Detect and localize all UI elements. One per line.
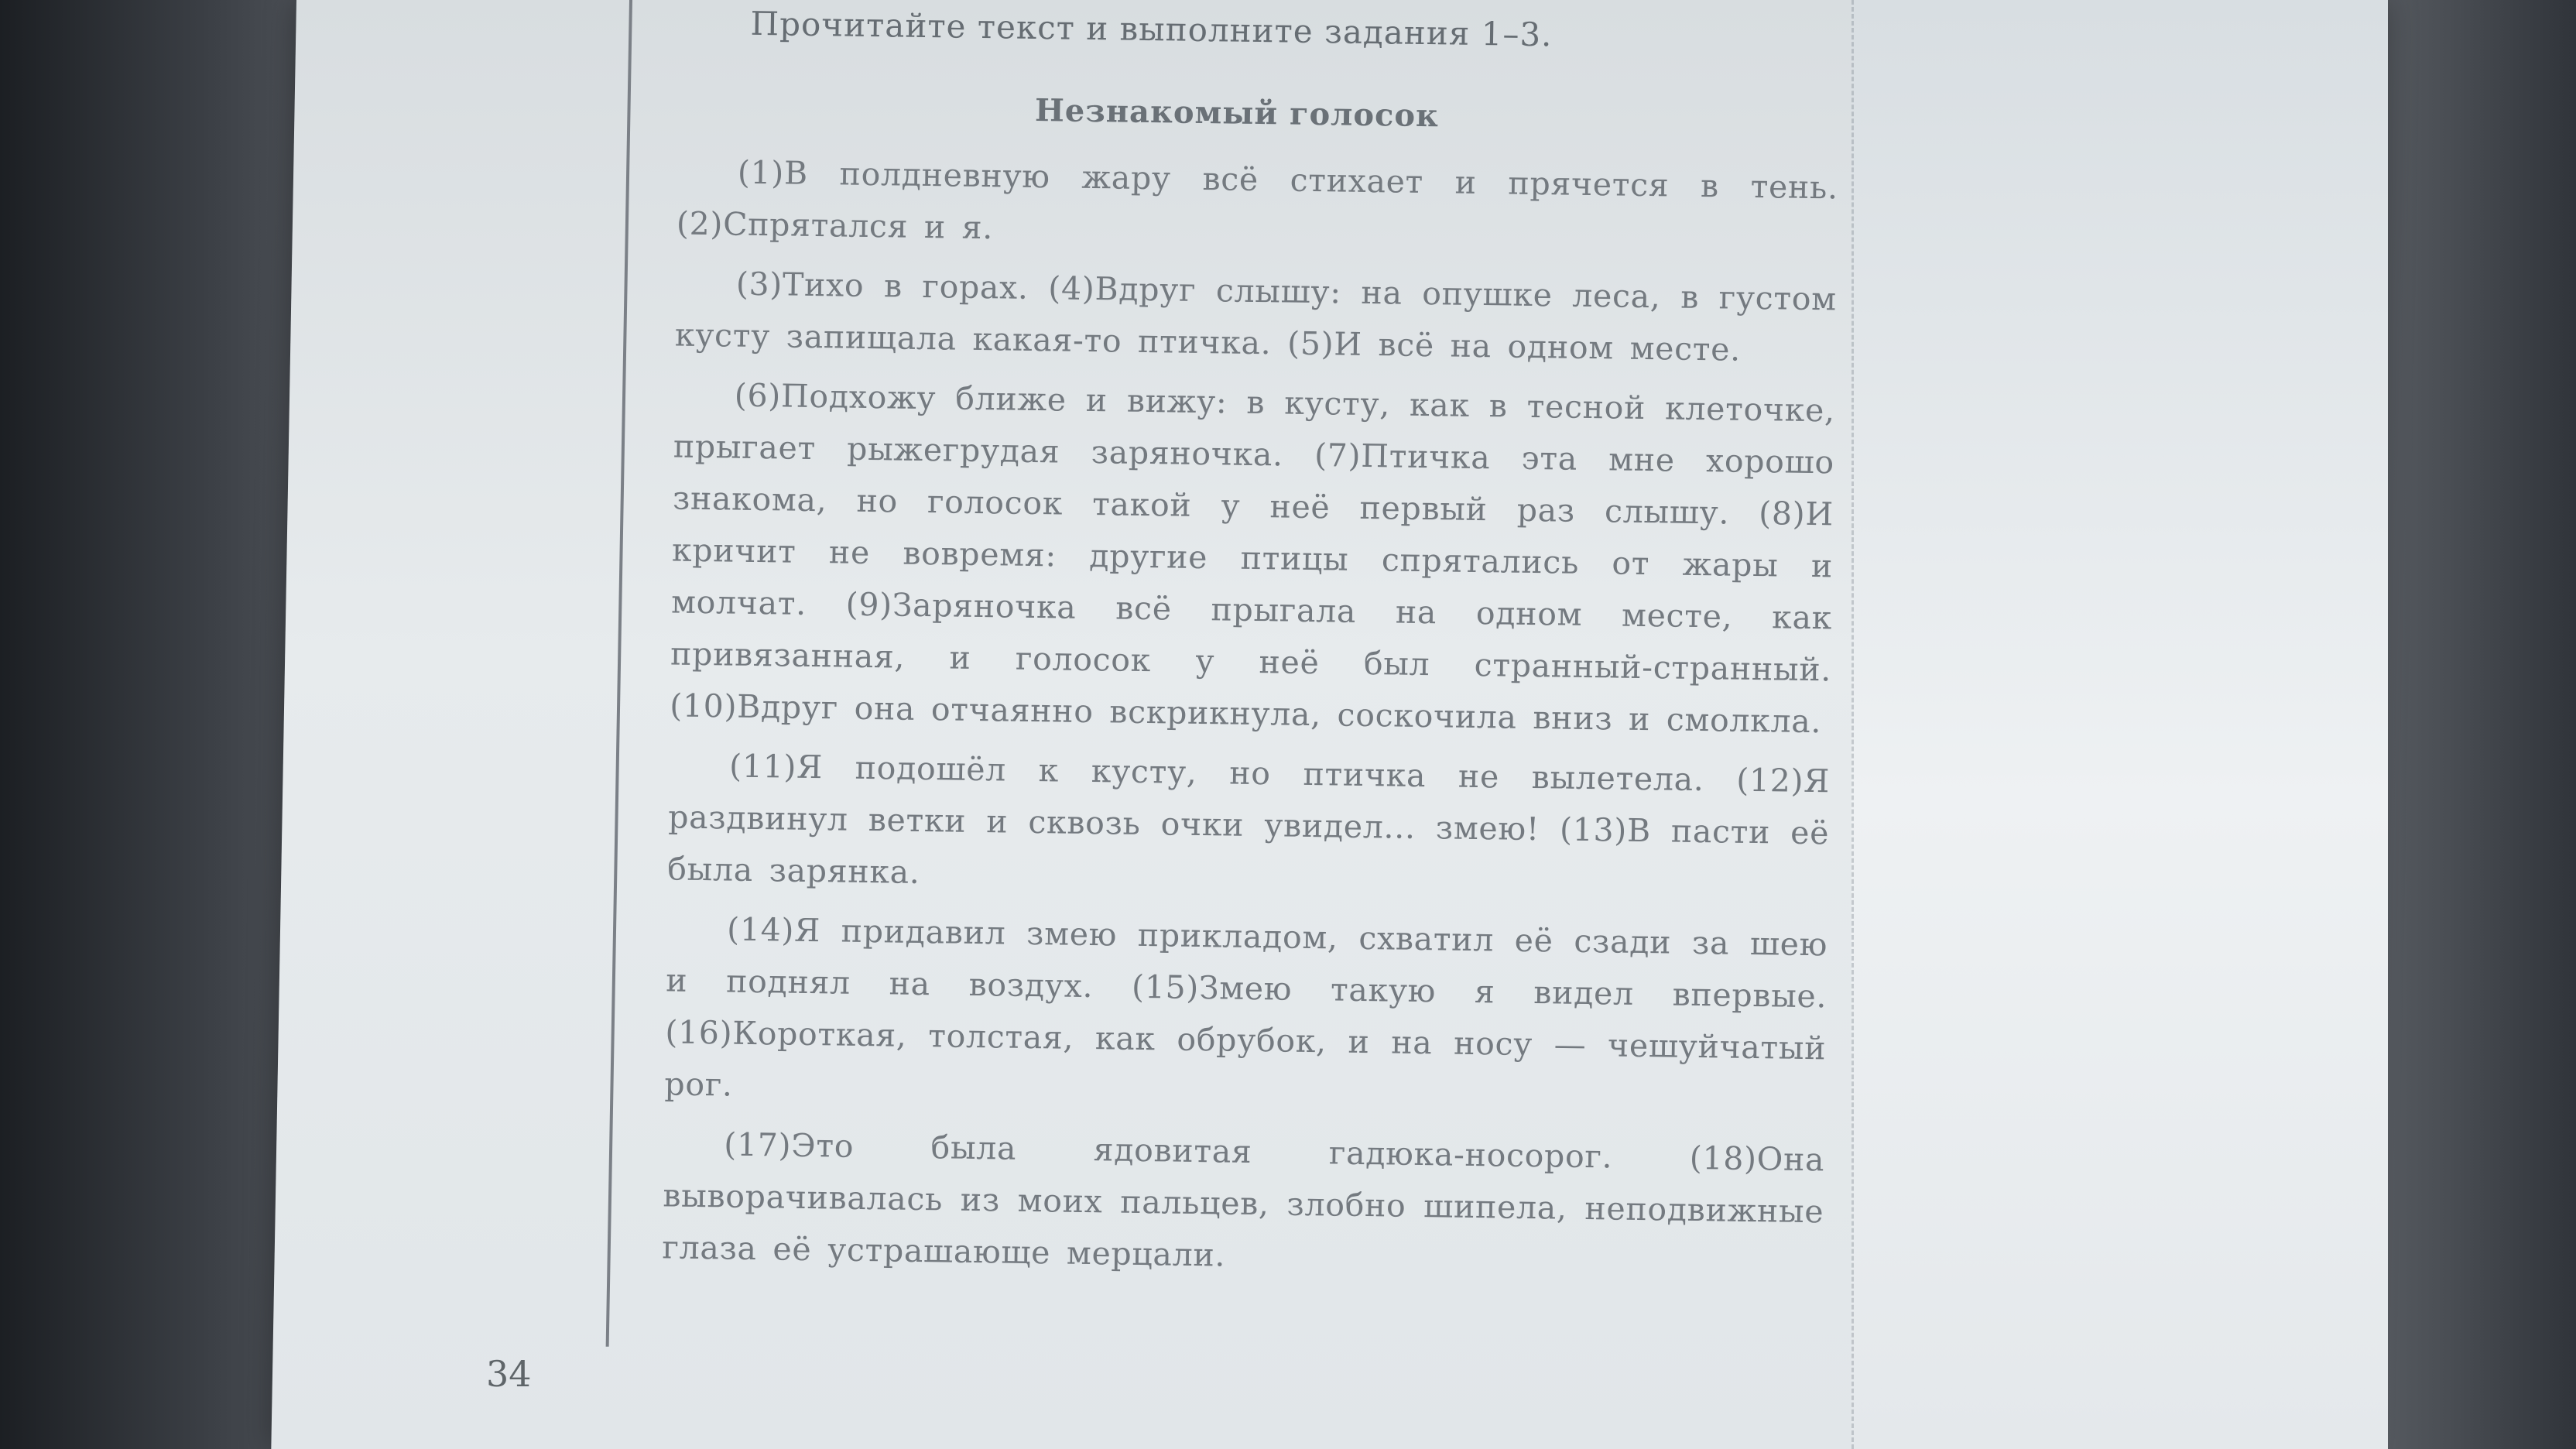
paragraph: (11)Я подошёл к кусту, но птичка не вылетела. (12)Я раздвинул ветки и сквозь очки увидел... змею! (13)В пасти её была зарянка. bbox=[666, 747, 1831, 891]
paragraph: (17)Это была ядовитая гадюка-носорог. (18)Она выворачивалась из моих пальцев, злобно шипела, неподвижные глаза её устрашающе мерцали. bbox=[662, 1125, 1825, 1274]
paragraph: (14)Я придавил змею прикладом, схватил её сзади за шею и поднял на воздух. (15)Змею такую я видел впервые. (16)Короткая, толстая, как обрубок, и на носу — чешуйчатый рог. bbox=[664, 910, 1828, 1104]
task-instruction: Прочитайте текст и выполните задания 1–3. bbox=[750, 4, 1553, 54]
page-number: 34 bbox=[486, 1353, 532, 1395]
paragraph: (1)В полдневную жару всё стихает и прячется в тень. (2)Спрятался и я. bbox=[676, 153, 1839, 247]
text-title: Незнакомый голосок bbox=[1034, 91, 1440, 135]
paragraph: (6)Подхожу ближе и вижу: в кусту, как в тесной клеточке, прыгает рыжегрудая заряночка. (7)Птичка эта мне хорошо знакома, но голосок такой у неё первый раз слышу. (8)И кричит не вовремя: другие птицы спрятались от жары и молчат. (9)Заряночка всё прыгала на одном месте, как привязанная, и голосок у неё был странный-странный. (10)Вдруг она отчаянно вскрикнула, соскочила вниз и смолкла. bbox=[669, 376, 1836, 741]
text-body bbox=[662, 146, 1838, 1298]
paragraph: (3)Тихо в горах. (4)Вдруг слышу: на опушке леса, в густом кусту запищала какая-то птичка. (5)И всё на одном месте. bbox=[674, 265, 1838, 368]
document-content bbox=[631, 0, 1857, 1379]
right-page-panel bbox=[1852, 0, 2388, 1449]
